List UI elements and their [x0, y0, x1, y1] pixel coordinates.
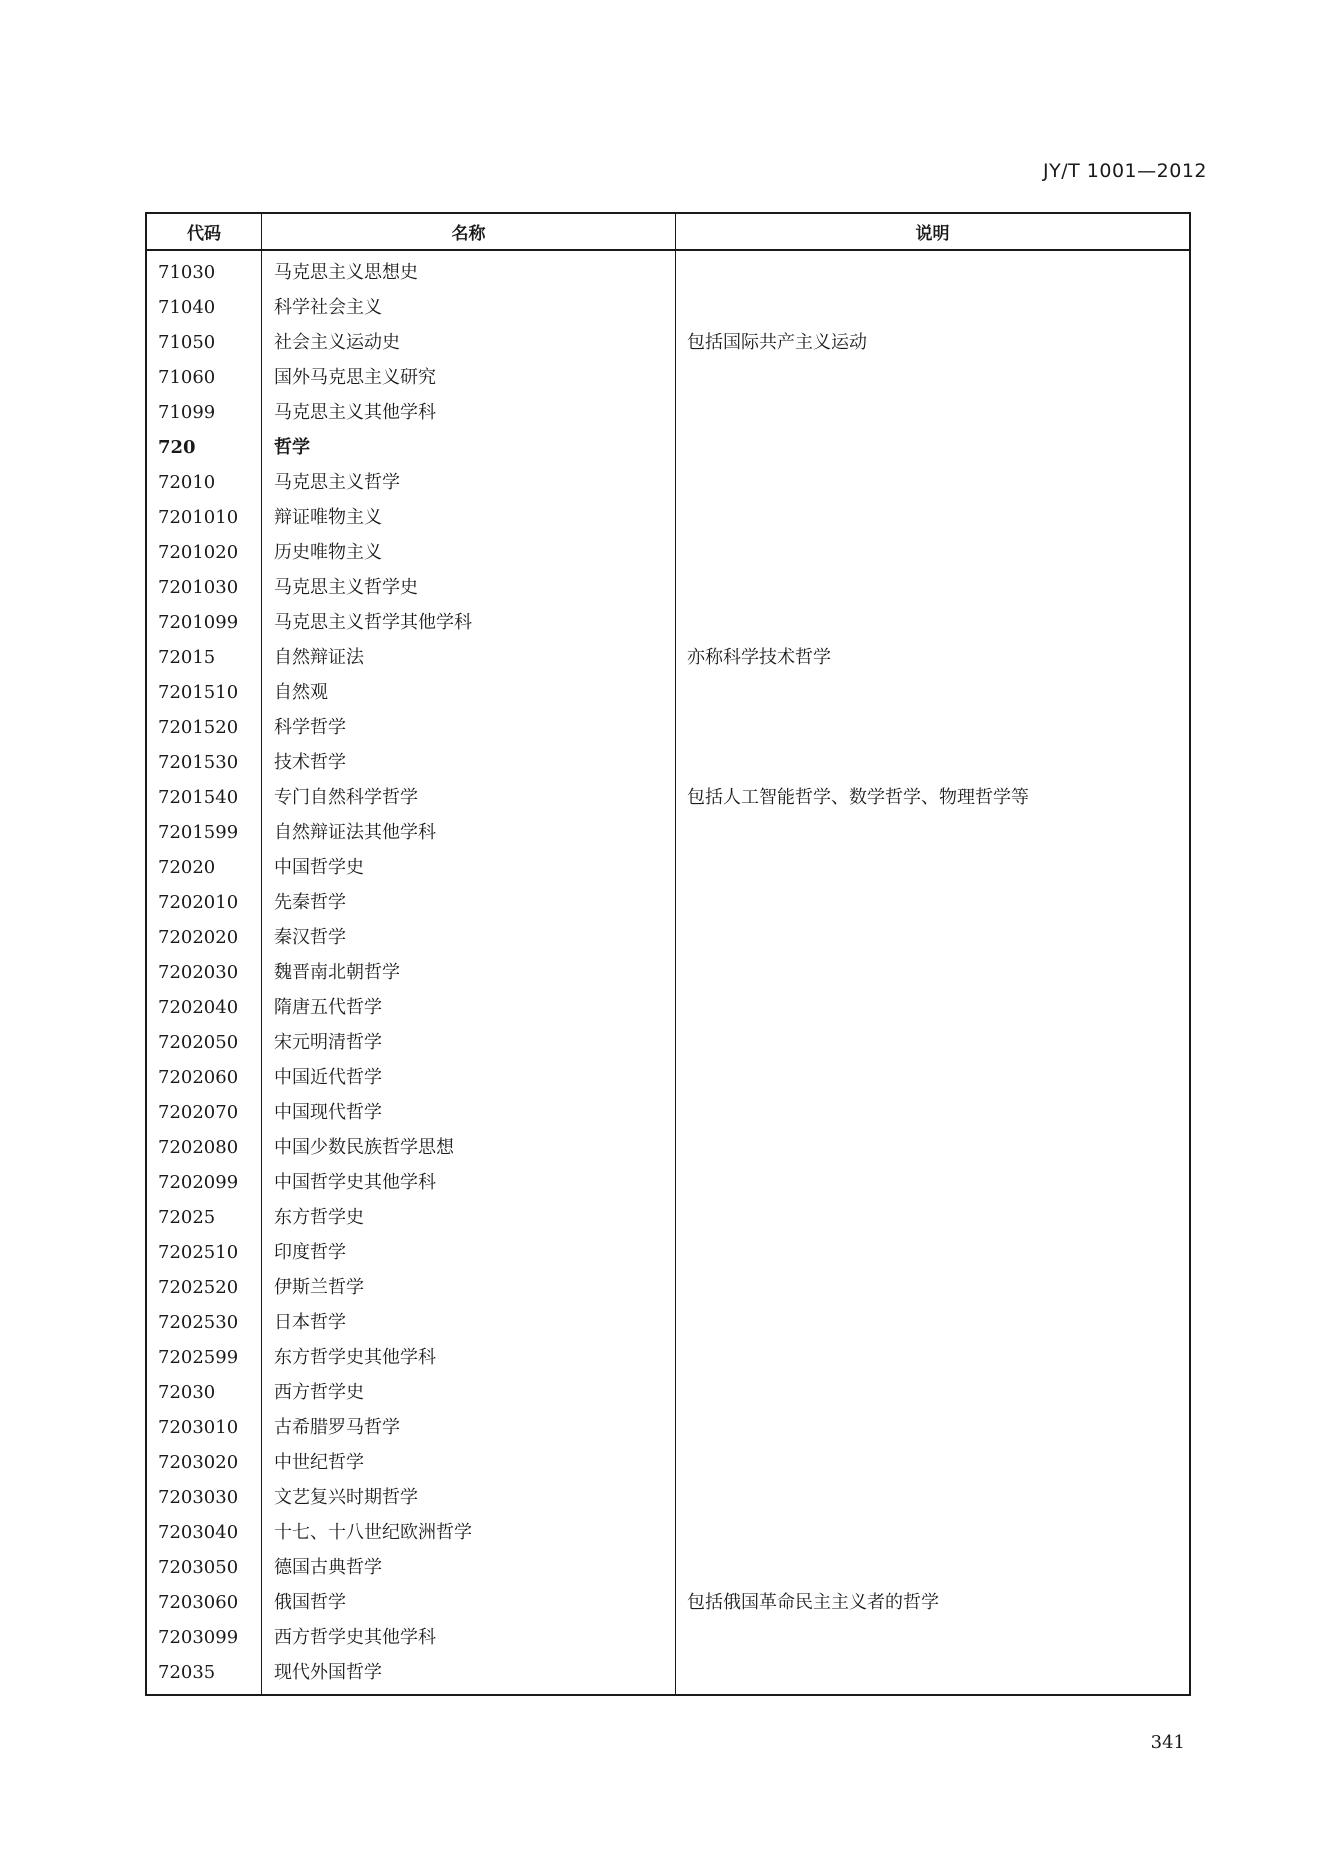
name-cell: 社会主义运动史	[274, 332, 400, 353]
note-cell	[687, 1375, 1189, 1410]
code-cell: 7202040	[158, 997, 239, 1018]
code-cell: 72010	[158, 472, 216, 493]
name-cell: 中国哲学史其他学科	[274, 1172, 436, 1193]
name-cell: 文艺复兴时期哲学	[274, 1487, 418, 1508]
name-cell: 科学社会主义	[274, 297, 382, 318]
note-cell	[687, 1480, 1189, 1515]
note-cell	[687, 990, 1189, 1025]
note-cell	[687, 1655, 1189, 1690]
code-cell: 72020	[158, 857, 216, 878]
note-cell	[687, 955, 1189, 990]
note-cell	[687, 745, 1189, 780]
code-cell: 7202010	[158, 892, 239, 913]
note-cell: 包括人工智能哲学、数学哲学、物理哲学等	[687, 787, 1029, 808]
code-cell: 720	[158, 437, 196, 458]
name-cell: 秦汉哲学	[274, 927, 346, 948]
code-column	[147, 251, 261, 1694]
column-header-name: 名称	[261, 214, 675, 249]
note-cell	[687, 535, 1189, 570]
name-cell: 现代外国哲学	[274, 1662, 382, 1683]
name-cell: 辩证唯物主义	[274, 507, 382, 528]
code-cell: 72025	[158, 1207, 216, 1228]
code-cell: 7201020	[158, 542, 239, 563]
note-cell: 包括国际共产主义运动	[687, 332, 867, 353]
note-cell	[687, 885, 1189, 920]
code-cell: 7202060	[158, 1067, 239, 1088]
document-code: JY/T 1001—2012	[1043, 160, 1207, 182]
name-cell: 东方哲学史	[274, 1207, 364, 1228]
note-cell	[687, 1165, 1189, 1200]
code-cell: 7202050	[158, 1032, 239, 1053]
name-cell: 宋元明清哲学	[274, 1032, 382, 1053]
code-cell: 7203040	[158, 1522, 239, 1543]
name-cell: 专门自然科学哲学	[274, 787, 418, 808]
name-cell: 技术哲学	[274, 752, 346, 773]
code-cell: 7202599	[158, 1347, 239, 1368]
note-cell	[687, 1340, 1189, 1375]
name-cell: 马克思主义哲学其他学科	[274, 612, 472, 633]
name-cell: 印度哲学	[274, 1242, 346, 1263]
name-cell: 马克思主义思想史	[274, 262, 418, 283]
code-cell: 7201530	[158, 752, 239, 773]
name-column	[261, 251, 675, 1694]
name-cell: 中国少数民族哲学思想	[274, 1137, 454, 1158]
name-cell: 伊斯兰哲学	[274, 1277, 364, 1298]
code-cell: 7201010	[158, 507, 239, 528]
note-cell	[687, 255, 1189, 290]
code-cell: 7203099	[158, 1627, 239, 1648]
name-cell: 自然辩证法	[274, 647, 364, 668]
note-cell	[687, 1025, 1189, 1060]
code-cell: 71099	[158, 402, 216, 423]
code-cell: 7202099	[158, 1172, 239, 1193]
name-cell: 马克思主义哲学	[274, 472, 400, 493]
name-cell: 东方哲学史其他学科	[274, 1347, 436, 1368]
name-cell: 自然观	[274, 682, 328, 703]
code-cell: 72035	[158, 1662, 216, 1683]
note-cell	[687, 1095, 1189, 1130]
note-column	[675, 251, 1189, 1694]
table-header	[147, 214, 1189, 251]
code-cell: 7203050	[158, 1557, 239, 1578]
code-cell: 7202530	[158, 1312, 239, 1333]
note-cell	[687, 1060, 1189, 1095]
name-cell: 先秦哲学	[274, 892, 346, 913]
code-cell: 7202030	[158, 962, 239, 983]
note-cell	[687, 1550, 1189, 1585]
discipline-code-table	[145, 212, 1191, 1696]
note-cell	[687, 1620, 1189, 1655]
column-header-code: 代码	[187, 224, 221, 244]
name-cell: 俄国哲学	[274, 1592, 346, 1613]
code-cell: 71060	[158, 367, 216, 388]
name-cell: 中国现代哲学	[274, 1102, 382, 1123]
code-cell: 7201030	[158, 577, 239, 598]
note-cell	[687, 1410, 1189, 1445]
note-cell: 包括俄国革命民主主义者的哲学	[687, 1592, 939, 1613]
code-cell: 7201099	[158, 612, 239, 633]
name-cell: 马克思主义其他学科	[274, 402, 436, 423]
name-cell: 西方哲学史	[274, 1382, 364, 1403]
note-cell	[687, 815, 1189, 850]
code-cell: 7203060	[158, 1592, 239, 1613]
code-cell: 7203030	[158, 1487, 239, 1508]
name-cell: 中国哲学史	[274, 857, 364, 878]
code-cell: 71040	[158, 297, 216, 318]
name-cell: 魏晋南北朝哲学	[274, 962, 400, 983]
note-cell	[687, 1270, 1189, 1305]
name-cell: 德国古典哲学	[274, 1557, 382, 1578]
name-cell: 哲学	[274, 437, 310, 458]
note-cell	[687, 360, 1189, 395]
note-cell	[687, 1445, 1189, 1480]
code-cell: 7202020	[158, 927, 239, 948]
name-cell: 日本哲学	[274, 1312, 346, 1333]
note-cell	[687, 1305, 1189, 1340]
note-cell	[687, 430, 1189, 465]
code-cell: 7201540	[158, 787, 239, 808]
name-cell: 科学哲学	[274, 717, 346, 738]
code-cell: 7202520	[158, 1277, 239, 1298]
name-cell: 西方哲学史其他学科	[274, 1627, 436, 1648]
note-cell	[687, 465, 1189, 500]
name-cell: 隋唐五代哲学	[274, 997, 382, 1018]
table-body	[147, 251, 1189, 1694]
note-cell	[687, 290, 1189, 325]
name-cell: 国外马克思主义研究	[274, 367, 436, 388]
code-cell: 7201520	[158, 717, 239, 738]
code-cell: 72015	[158, 647, 216, 668]
note-cell	[687, 605, 1189, 640]
note-cell	[687, 675, 1189, 710]
note-cell	[687, 1235, 1189, 1270]
note-cell	[687, 710, 1189, 745]
note-cell	[687, 1130, 1189, 1165]
code-cell: 71030	[158, 262, 216, 283]
column-header-note: 说明	[675, 214, 1189, 249]
name-cell: 历史唯物主义	[274, 542, 382, 563]
code-cell: 7203020	[158, 1452, 239, 1473]
code-cell: 7202070	[158, 1102, 239, 1123]
code-cell: 7202080	[158, 1137, 239, 1158]
code-cell: 72030	[158, 1382, 216, 1403]
code-cell: 7201599	[158, 822, 239, 843]
code-cell: 71050	[158, 332, 216, 353]
note-cell: 亦称科学技术哲学	[687, 647, 831, 668]
note-cell	[687, 395, 1189, 430]
page-number: 341	[1150, 1732, 1185, 1753]
note-cell	[687, 850, 1189, 885]
name-cell: 马克思主义哲学史	[274, 577, 418, 598]
name-cell: 自然辩证法其他学科	[274, 822, 436, 843]
note-cell	[687, 1200, 1189, 1235]
name-cell: 中世纪哲学	[274, 1452, 364, 1473]
note-cell	[687, 1515, 1189, 1550]
code-cell: 7203010	[158, 1417, 239, 1438]
name-cell: 中国近代哲学	[274, 1067, 382, 1088]
note-cell	[687, 570, 1189, 605]
code-cell: 7201510	[158, 682, 239, 703]
name-cell: 古希腊罗马哲学	[274, 1417, 400, 1438]
code-cell: 7202510	[158, 1242, 239, 1263]
name-cell: 十七、十八世纪欧洲哲学	[274, 1522, 472, 1543]
note-cell	[687, 500, 1189, 535]
note-cell	[687, 920, 1189, 955]
